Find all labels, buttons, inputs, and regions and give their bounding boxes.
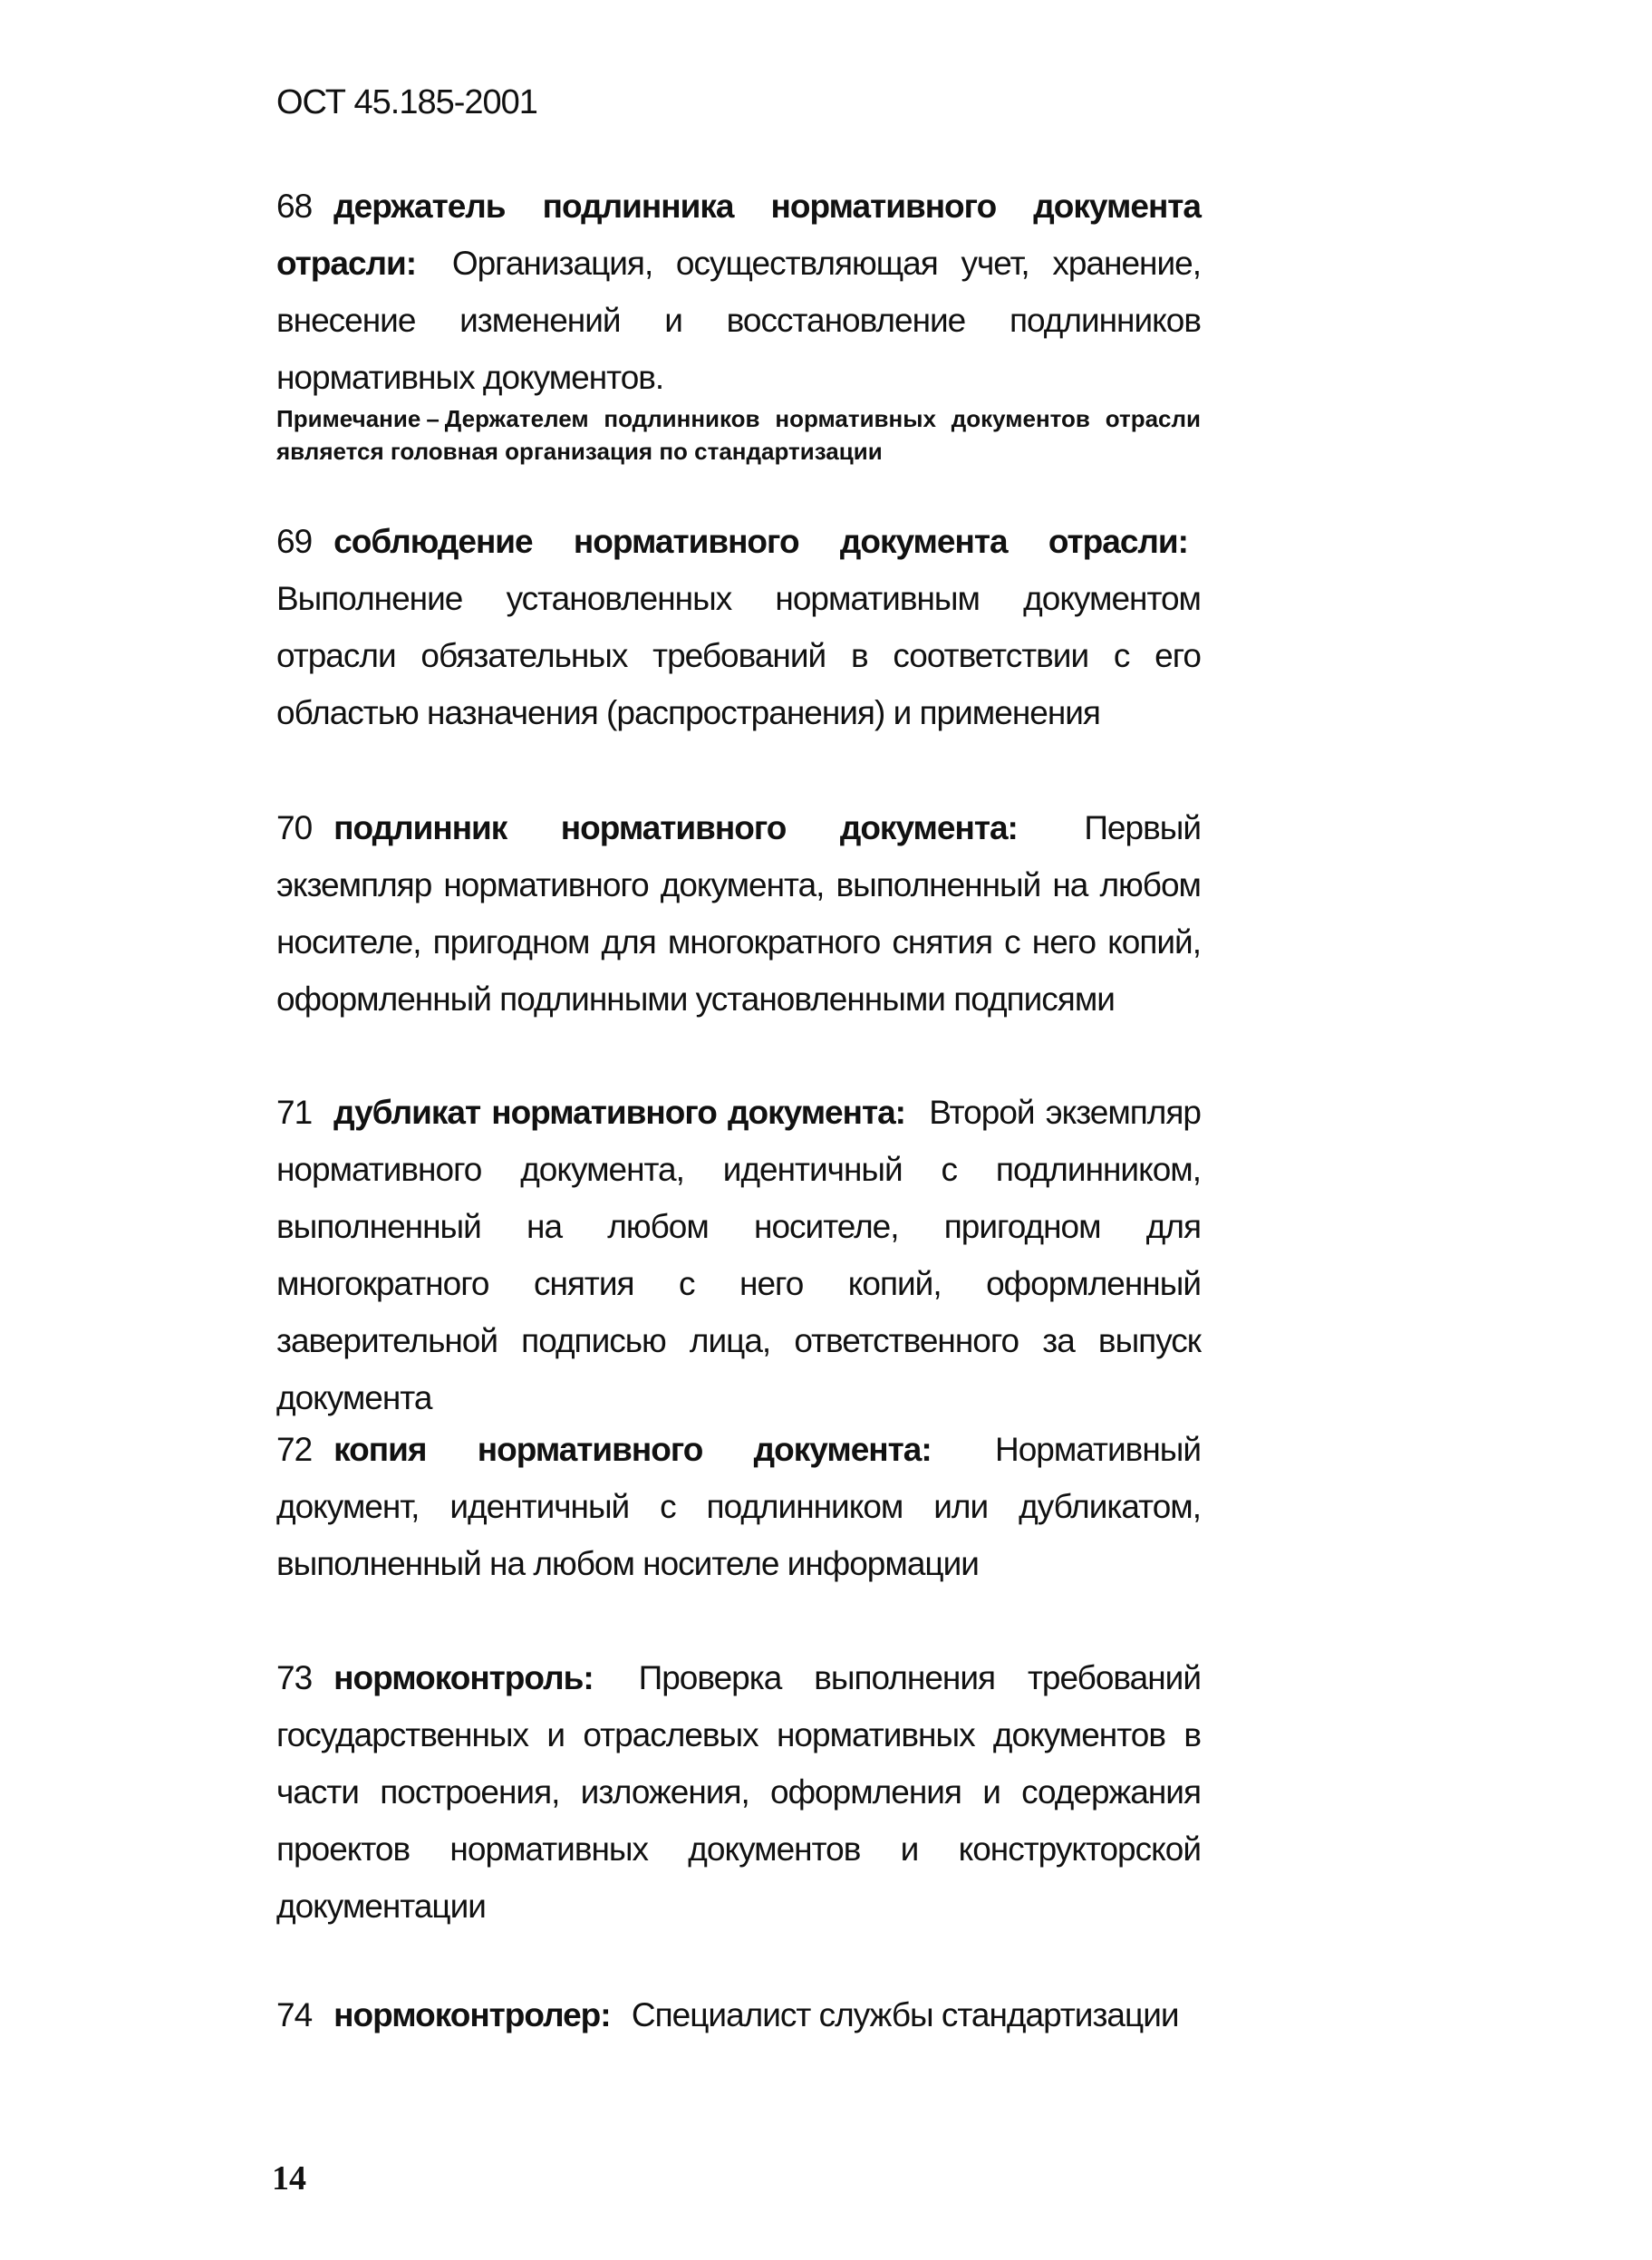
term-definition: Организация, осуществляющая учет, хранение, внесение изменений и восстановление подлинников нормативных документов. <box>276 245 1201 396</box>
term-name: дубликат нормативного документа: <box>333 1094 906 1131</box>
term-number: 72 <box>276 1431 313 1468</box>
term-note <box>276 402 1201 468</box>
term-number: 74 <box>276 1996 313 2033</box>
note-label: Примечание <box>276 405 421 432</box>
term-definition: Нормативный документ, идентичный с подлинником или дубликатом, выполненный на любом носителе информации <box>276 1431 1202 1582</box>
term-entry-72 <box>276 1421 1201 1592</box>
term-name: подлинник нормативного документа: <box>333 809 1018 846</box>
term-entry-68 <box>276 178 1201 406</box>
term-number: 73 <box>276 1659 313 1696</box>
term-name: копия нормативного документа: <box>333 1431 932 1468</box>
term-entry-70 <box>276 799 1201 1028</box>
term-entry-69 <box>276 513 1201 741</box>
term-number: 70 <box>276 809 313 846</box>
term-name: нормоконтролер: <box>333 1996 611 2033</box>
page-number: 14 <box>272 2159 306 2197</box>
term-definition: Специалист службы стандартизации <box>631 1996 1179 2033</box>
document-designation: ОСТ 45.185-2001 <box>276 83 537 121</box>
term-definition: Второй экземпляр нормативного документа, идентичный с подлинником, выполненный на любом носителе, пригодном для многократного снятия с него копий, оформленный заверительной подписью лица, ответственного за выпуск документа <box>276 1094 1202 1416</box>
term-number: 71 <box>276 1094 313 1131</box>
note-dash: – <box>426 405 440 432</box>
term-name: нормоконтроль: <box>333 1659 594 1696</box>
term-entry-71 <box>276 1084 1201 1426</box>
note-text: Держателем подлинников нормативных документов отрасли является головная организация по стандартизации <box>276 405 1201 465</box>
term-name: соблюдение нормативного документа отрасли: <box>333 523 1188 560</box>
term-number: 69 <box>276 523 313 560</box>
term-number: 68 <box>276 188 313 225</box>
term-entry-74 <box>276 1986 1201 2043</box>
term-definition: Выполнение установленных нормативным документом отрасли обязательных требований в соответствии с его областью назначения (распространения) и применения <box>276 580 1201 731</box>
term-name: держатель подлинника нормативного документа отрасли: <box>276 188 1201 282</box>
term-definition: Первый экземпляр нормативного документа, выполненный на любом носителе, пригодном для многократного снятия с него копий, оформленный подлинными установленными подписями <box>276 809 1201 1018</box>
term-entry-73 <box>276 1649 1201 1935</box>
term-definition: Проверка выполнения требований государственных и отраслевых нормативных документов в части построения, изложения, оформления и содержания проектов нормативных документов и конструкторской документации <box>276 1659 1201 1925</box>
